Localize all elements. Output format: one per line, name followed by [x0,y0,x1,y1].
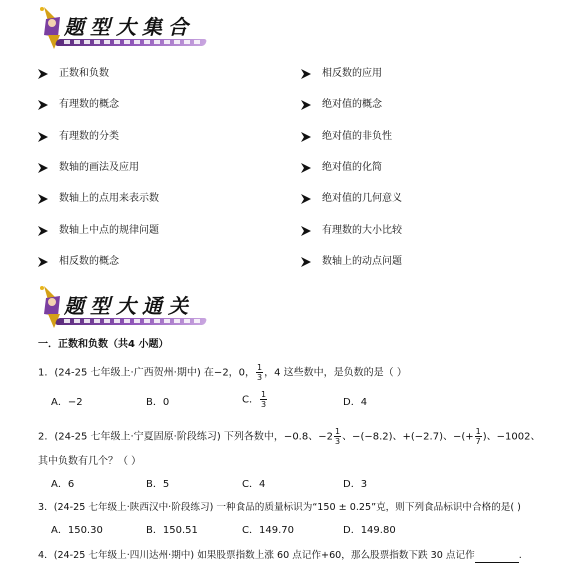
fraction-numerator: 1 [475,427,481,436]
question-text: )、−1002、 [482,431,541,443]
banner-underline-dashes [64,40,204,44]
arrow-bullet-icon [300,162,312,174]
topic-label: 绝对值的非负性 [322,130,392,142]
answer-blank[interactable] [475,552,519,563]
option-a[interactable]: A．−2 [51,397,83,408]
question-3: 3．(24-25 七年级上·陕西汉中·阶段练习) 一种食品的质量标识为“150 ± 0.25”克，则下列食品标识中合格的是( ) [38,502,521,513]
topic-label: 相反数的概念 [59,255,119,267]
arrow-bullet-icon [300,99,312,111]
question-text: 1．(24-25 七年级上·广西贺州·期中) 在−2，0， [38,367,256,379]
question-2-line2: 其中负数有几个？（ ） [38,456,142,467]
topic-label: 数轴上的点用来表示数 [59,193,159,205]
option-b[interactable]: B．5 [146,479,170,490]
topic-label: 相反数的应用 [322,68,382,79]
option-c-label: C． [242,394,259,406]
topic-item [37,255,119,269]
fraction-denominator: 3 [257,373,263,382]
arrow-bullet-icon [300,131,312,143]
option-d[interactable]: D．3 [343,479,368,490]
question-4 [38,549,522,563]
arrow-bullet-icon [37,193,49,205]
topic-item [300,67,382,81]
banner-practice [34,284,194,332]
topic-item [37,161,139,175]
topic-item [300,161,382,175]
fraction-numerator: 1 [334,427,341,436]
option-c[interactable] [242,390,268,409]
question-text: 4．(24-25 七年级上·四川达州·期中) 如果股票指数上涨 60 点记作+60，那么股票指数下跌 30 点记作 [38,550,475,561]
topic-item [37,98,119,112]
question-text: 、−(−8.2)、+(−2.7)、−(+ [342,431,474,443]
fraction [256,363,263,382]
topic-item [300,224,402,238]
topic-label: 有理数的分类 [59,130,119,142]
fraction-numerator: 1 [260,390,267,399]
option-d[interactable]: D．149.80 [343,525,396,536]
topic-item [300,192,402,206]
option-b[interactable]: B．0 [146,397,170,408]
question-text: 2．(24-25 七年级上·宁夏固原·阶段练习) 下列各数中，−0.8、−2 [38,431,333,443]
option-b[interactable]: B．150.51 [146,525,198,536]
topic-item [37,67,109,81]
arrow-bullet-icon [37,225,49,237]
topic-item [300,130,392,144]
topic-item [300,255,402,269]
question-end: . [518,550,522,561]
question-text: ，4 这些数中，是负数的是（ ） [264,367,407,379]
fraction [260,390,267,409]
fraction [334,427,341,446]
topic-item [37,192,159,206]
arrow-bullet-icon [37,68,49,80]
topic-label: 有理数的大小比较 [322,224,402,236]
question-1 [38,363,407,382]
arrow-bullet-icon [37,131,49,143]
topic-label: 绝对值的概念 [322,99,382,111]
arrow-bullet-icon [300,193,312,205]
topic-label: 数轴上的动点问题 [322,255,402,267]
option-a[interactable]: A．150.30 [51,525,103,536]
topic-label: 绝对值的化简 [322,161,382,173]
topic-item [300,98,382,112]
banner-title: 题型大通关 [64,294,194,318]
arrow-bullet-icon [37,162,49,174]
fraction-denominator: 7 [475,437,481,446]
topic-item [37,224,159,238]
arrow-bullet-icon [300,68,312,80]
option-c[interactable]: C．4 [242,479,266,490]
question-2 [38,427,540,446]
topic-label: 正数和负数 [59,68,109,79]
option-c[interactable]: C．149.70 [242,525,294,536]
arrow-bullet-icon [37,256,49,268]
section-heading: 一．正数和负数（共4 小题） [38,339,169,350]
fraction-denominator: 3 [334,437,341,446]
arrow-bullet-icon [300,256,312,268]
banner-title: 题型大集合 [64,15,194,39]
fraction-denominator: 3 [260,400,267,409]
topic-label: 绝对值的几何意义 [322,193,402,205]
topic-label: 数轴的画法及应用 [59,161,139,173]
arrow-bullet-icon [300,225,312,237]
topic-label: 数轴上中点的规律问题 [59,224,159,236]
option-d[interactable]: D．4 [343,397,368,408]
topic-item [37,130,119,144]
option-a[interactable]: A．6 [51,479,75,490]
arrow-bullet-icon [37,99,49,111]
banner-topic-collection [34,5,194,53]
fraction-numerator: 1 [257,363,263,372]
topic-label: 有理数的概念 [59,99,119,111]
banner-underline-dashes [64,319,204,323]
fraction [475,427,482,446]
